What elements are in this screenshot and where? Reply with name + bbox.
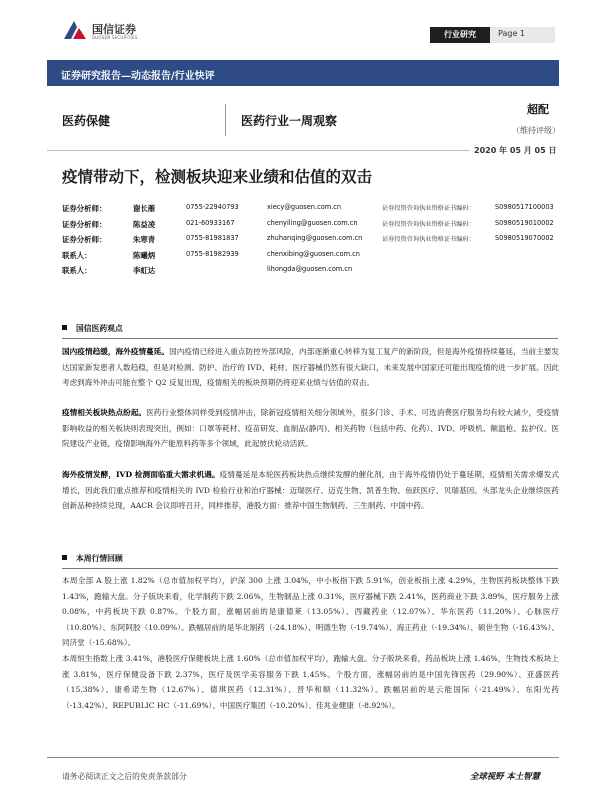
analyst-row	[62, 219, 582, 235]
section-rule	[62, 568, 558, 569]
license-number: S0980517100003	[495, 203, 554, 211]
contact-row	[62, 265, 582, 281]
sector-label: 医药保健	[62, 114, 111, 128]
bullet-square-icon	[62, 325, 67, 330]
report-title: 医药行业一周观察	[241, 114, 338, 128]
contact-row	[62, 250, 582, 266]
analyst-role: 证券分析师：	[62, 235, 107, 244]
analyst-email[interactable]: chenyiling@guosen.com.cn	[267, 218, 358, 227]
analyst-role: 证券分析师：	[62, 219, 107, 229]
license-number: S0980519010002	[495, 218, 554, 227]
analyst-phone: 0755-22940793	[186, 203, 239, 211]
analyst-name: 朱寒青	[133, 235, 156, 244]
rating: 超配	[527, 103, 549, 116]
brand-name-cn: 国信证券	[92, 23, 136, 36]
license-number: S0980519070002	[495, 234, 554, 242]
paragraph-text: 国内疫情已经进入重点防控外部风险，内部逐渐重心转移为复工复产的新阶段，但是海外疫情持续蔓延，当前主要发达国家新发患者人数趋稳，但是对检测、防护、治疗的 IVD、耗材、医疗器械仍然有很大缺口，未来发展中国家还可能出现疫情的进一步扩展。因此考虑到海外冲击可能在整个 Q2 反复出现，疫情相关的板块预期仍将迎来业绩与估值的双击。	[62, 347, 559, 388]
headline: 疫情带动下，检测板块迎来业绩和估值的双击	[62, 167, 373, 186]
paragraph-text: 医药行业整体同样受到疫情冲击，除新冠疫情相关细分领域外，很多门诊、手术、可选消费医疗服务均有较大减少，受疫情影响收益的相关板块则表现突出，例如：口罩等耗材、疫苗研发、血制品(静丙)、相关药物（包括中药、化药）、IVD、呼吸机、额温枪、监护仪、医院建设产业链，疫情影响海外产能原料药等多个领域，此起彼伏轮动活跃。	[62, 408, 560, 449]
analyst-role: 证券分析师：	[62, 204, 107, 213]
section-heading-views: 国信医药观点	[62, 323, 123, 334]
brand-name-en: GUOSEN SECURITIES	[92, 35, 138, 40]
paragraph	[62, 651, 559, 713]
paragraph-text: 本周全部 A 股上涨 1.82%（总市值加权平均），沪深 300 上涨 3.04%，中小板指下跌 5.91%，创业板指上涨 4.29%，生物医药板块整体下跌 1.43%，跑输大盘。分子版块来看，化学制药下跌 2.06%，生物制品上涨 0.31%，医疗器械下跌 2.41%，医药商业下跌 3.89%，医疗服务上涨 0.08%，中药板块下跌 0.87%。个股方面，涨幅居前的是康德莱（13.05%）、西藏药业（12.07%）、华东医药（11.20%）、心脉医疗（10.80%）、东阿阿胶（10.09%）。跌幅居前的是华北制药（-24.18%）、明德生物（-19.74%）、海正药业（-19.34%）、硕世生物（-16.43%）、同济堂（-15.68%）。	[62, 576, 559, 648]
footer-slogan: 全球视野 本土智慧	[470, 771, 540, 781]
contact-role: 联系人：	[62, 266, 92, 275]
analyst-email[interactable]: zhuhanqing@guosen.com.cn	[267, 234, 363, 242]
license-label: 证券投资咨询执业资格证书编码：	[382, 236, 475, 243]
paragraph	[62, 573, 559, 651]
paragraph-text: 本周恒生指数上涨 3.41%，港股医疗保健板块上涨 1.60%（总市值加权平均），跑输大盘。分子版块来看，药品板块上涨 1.46%，生物技术板块上涨 3.81%，医疗保健设备下跌 2.37%，医疗及医学美容服务下跌 1.45%。个股方面，涨幅居前的是中国先锋医药（29.90%）、亚盛医药（15.38%）、康希诺生物（12.67%）、德琪医药（12.31%）、晋华和顺（11.32%）。跌幅居前的是云能国际（-21.49%）、东阳光药（-13.42%）、REPUBLIC HC（-11.69%）、中国医疗集团（-10.20%）、佳兆业健康（-8.92%）。	[62, 654, 559, 710]
header-tag	[430, 27, 555, 43]
analyst-phone: 0755-81981837	[186, 234, 239, 242]
guosen-logo-icon	[62, 19, 88, 41]
section-rule	[62, 338, 558, 339]
contact-name: 陈曦炳	[133, 250, 156, 260]
title-divider	[225, 104, 226, 136]
contact-role: 联系人：	[62, 250, 92, 260]
contact-email[interactable]: lihongda@guosen.com.cn	[267, 265, 353, 273]
paragraph-text: 疫情蔓延是本轮医药板块热点继续发酵的催化剂，由于海外疫情仍处于蔓延期，疫情相关需求爆发式增长，因此我们重点推荐和疫情相关的 IVD 检验行业和治疗器械：迈瑞医疗、迈克生物、凯普生物、鱼跃医疗、贝瑞基因。头部龙头企业继续医药创新品种持续兑现，AACR 会议即将召开，同样推荐，港股方面：推荐中国生物制药、三生制药、中国中药。	[62, 470, 560, 511]
report-date: 2020 年 05 月 05 日	[474, 146, 557, 155]
date-divider	[47, 150, 470, 151]
footer-rule	[47, 757, 559, 758]
report-category-bar	[47, 60, 559, 86]
section-heading-market-review: 本周行情回顾	[62, 553, 123, 564]
contact-phone: 0755-81982939	[186, 249, 239, 258]
analyst-row	[62, 234, 582, 250]
analyst-name: 陈益凌	[133, 219, 156, 229]
paragraph-lead: 海外疫情发酵，IVD 检测面临重大需求机遇。	[62, 470, 220, 479]
paragraph	[62, 405, 559, 452]
analyst-table	[62, 203, 582, 281]
guosen-logo	[62, 17, 172, 45]
contact-name: 李虹达	[133, 266, 156, 275]
license-label: 证券投资咨询执业资格证书编码：	[382, 205, 475, 212]
paragraph-lead: 疫情相关板块热点纷起。	[62, 408, 147, 417]
contact-email[interactable]: chenxibing@guosen.com.cn	[267, 249, 360, 258]
analyst-phone: 021-60933167	[186, 218, 235, 227]
paragraph-lead: 国内疫情趋缓，海外疫情蔓延。	[62, 347, 170, 356]
analyst-name: 谢长雁	[133, 204, 156, 213]
paragraph	[62, 344, 559, 391]
bullet-square-icon	[62, 555, 67, 560]
footer-disclaimer[interactable]: 请务必阅读正文之后的免责条款部分	[62, 772, 187, 781]
analyst-row	[62, 203, 582, 219]
report-category-text: 证券研究报告—动态报告/行业快评	[61, 71, 215, 82]
page-label: Page 1	[490, 27, 555, 43]
report-type-label: 行业研究	[430, 27, 490, 43]
analyst-email[interactable]: xiecy@guosen.com.cn	[267, 203, 342, 211]
license-label: 证券投资咨询执业资格证书编码：	[382, 220, 475, 228]
paragraph	[62, 467, 559, 514]
rating-note: （维持评级）	[512, 126, 560, 135]
